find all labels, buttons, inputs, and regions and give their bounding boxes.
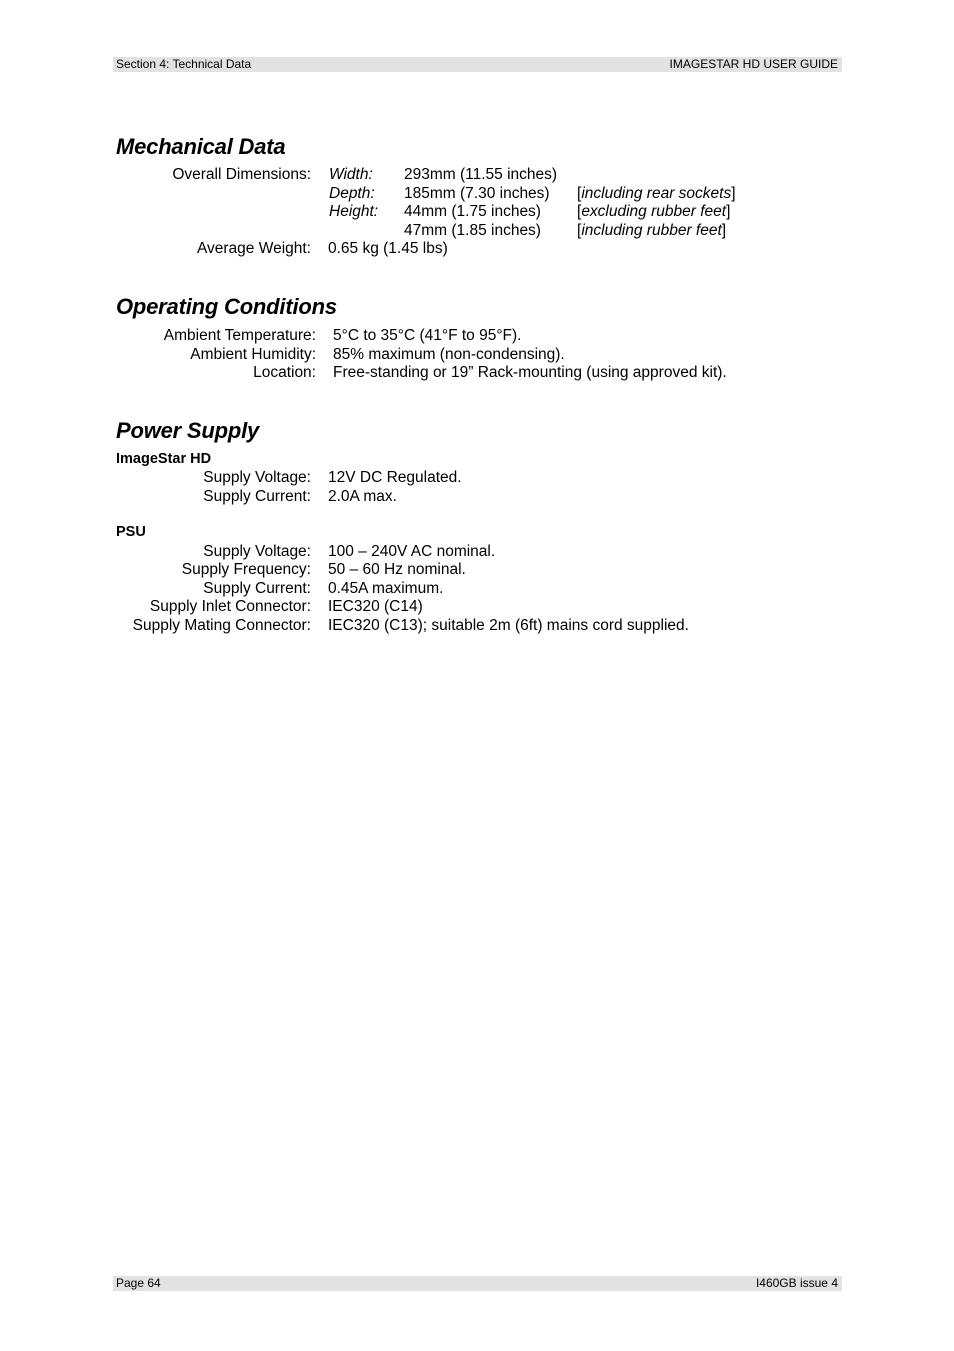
spec-label: Supply Inlet Connector: [149,598,311,615]
document-issue: I460GB issue 4 [755,1276,838,1290]
spec-label: Supply Voltage: [203,543,311,560]
spec-row [0,560,954,579]
spec-value: 2.0A max. [328,488,397,505]
spec-value: 0.45A maximum. [328,580,444,597]
weight-label: Average Weight: [196,240,311,257]
dimension-name: Width: [329,166,373,183]
spec-value: 12V DC Regulated. [328,469,462,486]
dimension-value: 44mm (1.75 inches) [404,203,541,220]
overall-dimensions-label: Overall Dimensions: [172,166,311,183]
spec-row [0,468,954,487]
spec-label: Supply Mating Connector: [132,617,311,634]
spec-label: Supply Current: [203,488,311,505]
spec-row [0,363,954,382]
page-footer [113,1276,842,1291]
dimension-value: 293mm (11.55 inches) [404,166,558,183]
spec-value: 85% maximum (non-condensing). [333,346,565,363]
spec-row [0,542,954,561]
header-guide-title: IMAGESTAR HD USER GUIDE [669,57,838,71]
spec-row [0,326,954,345]
weight-value: 0.65 kg (1.45 lbs) [328,240,448,257]
dimension-note: [excluding rubber feet] [577,203,731,220]
page-header [113,57,842,72]
spec-row [0,579,954,598]
dimension-name: Height: [329,203,379,220]
dimension-name: Depth: [329,185,375,202]
spec-value: 50 – 60 Hz nominal. [328,561,466,578]
operating-conditions-heading: Operating Conditions [116,294,337,319]
spec-row [0,597,954,616]
spec-label: Supply Frequency: [181,561,311,578]
spec-value: 5°C to 35°C (41°F to 95°F). [333,327,522,344]
spec-row [0,616,954,635]
dimension-note: [including rear sockets] [577,185,736,202]
weight-row [0,239,954,258]
spec-label: Supply Voltage: [203,469,311,486]
dimension-value: 185mm (7.30 inches) [404,185,550,202]
header-section: Section 4: Technical Data [116,57,252,71]
spec-row [0,345,954,364]
spec-row [0,487,954,506]
dimension-row-width [0,165,954,184]
spec-value: 100 – 240V AC nominal. [328,543,496,560]
spec-label: Supply Current: [203,580,311,597]
spec-label: Ambient Humidity: [190,346,316,363]
mechanical-data-heading: Mechanical Data [116,134,286,159]
psu-subheading: PSU [116,524,146,540]
imagestar-subheading: ImageStar HD [116,451,212,467]
dimension-value: 47mm (1.85 inches) [404,222,541,239]
power-supply-heading: Power Supply [116,418,260,443]
dimension-row-height-feet [0,221,954,240]
dimension-note: [including rubber feet] [577,222,727,239]
spec-label: Location: [253,364,316,381]
spec-label: Ambient Temperature: [163,327,316,344]
page-number: Page 64 [116,1276,161,1290]
dimension-row-depth [0,184,954,203]
dimension-row-height [0,202,954,221]
spec-value: IEC320 (C13); suitable 2m (6ft) mains cord supplied. [328,617,689,634]
spec-value: Free-standing or 19” Rack-mounting (using approved kit). [333,364,727,381]
spec-value: IEC320 (C14) [328,598,423,615]
